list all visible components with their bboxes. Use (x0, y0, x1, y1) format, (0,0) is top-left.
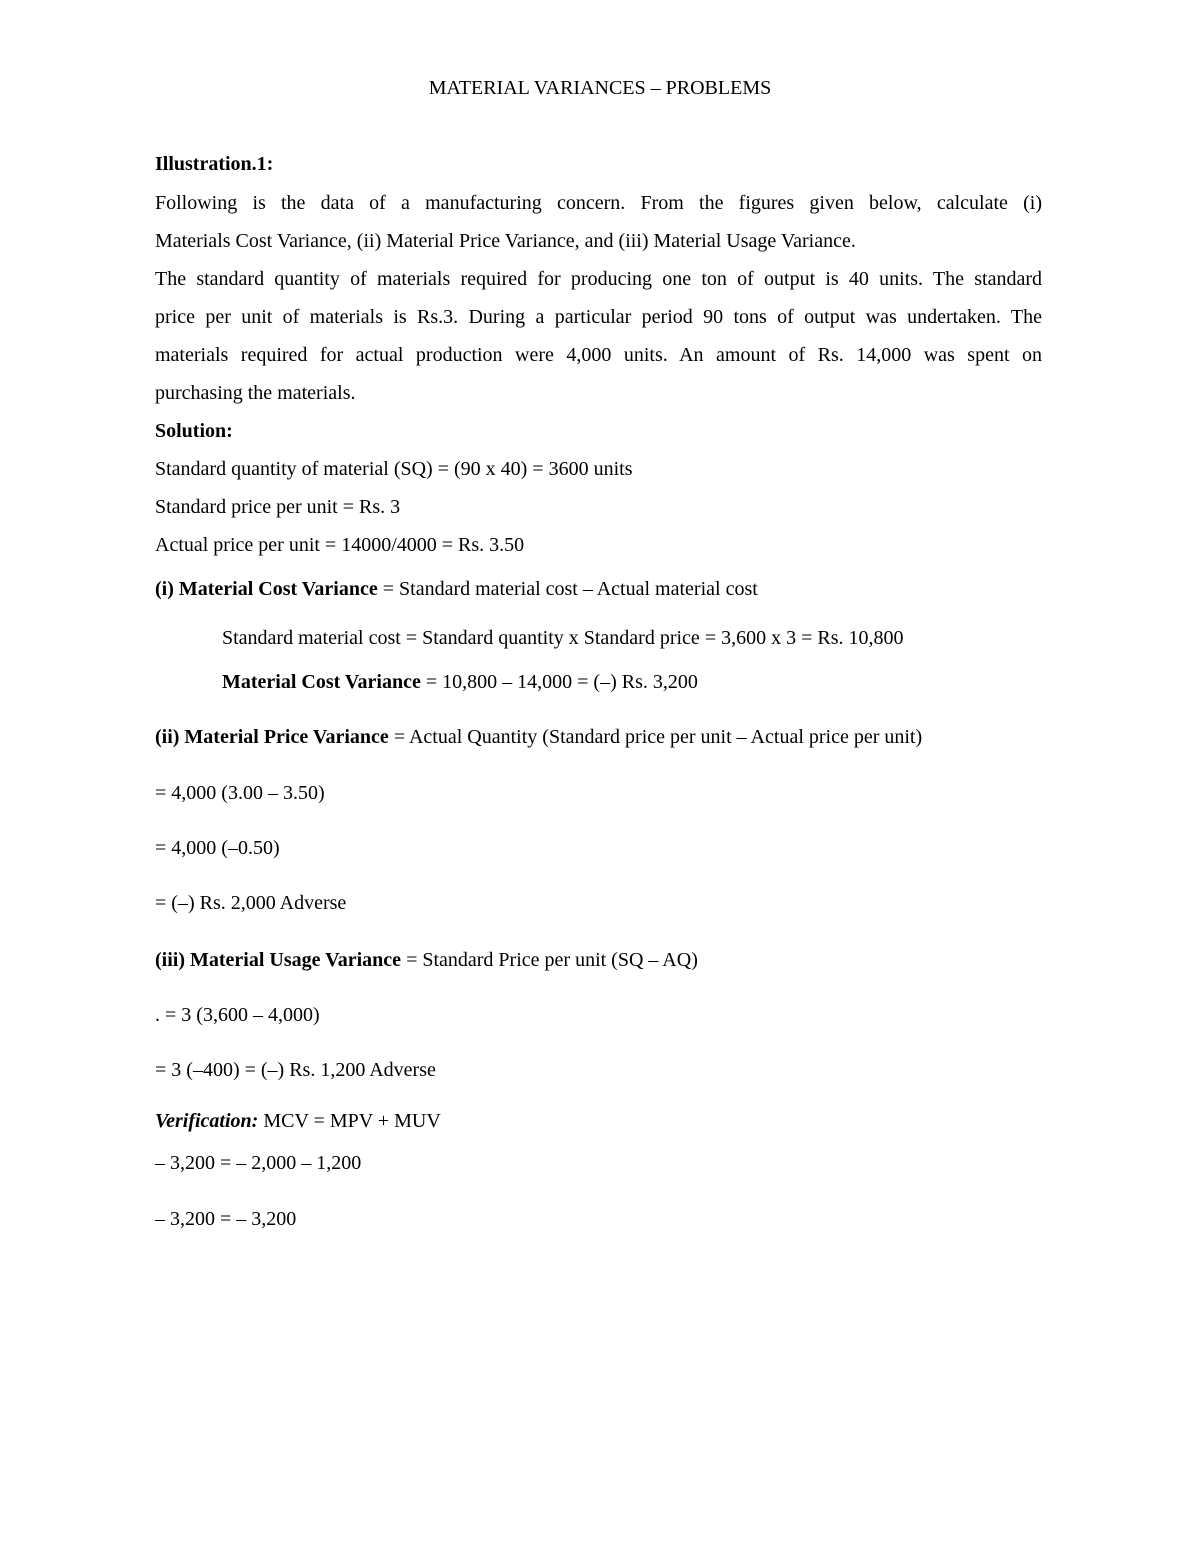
problem-line: The standard quantity of materials required for producing one ton of output is 40 units. The standard (155, 268, 1042, 290)
mcv-result-value: = 10,800 – 14,000 = (–) Rs. 3,200 (420, 671, 698, 693)
verification-label: Verification: (155, 1110, 259, 1132)
mcv-formula-line (155, 577, 758, 601)
solution-line: Standard price per unit = Rs. 3 (155, 496, 401, 518)
mpv-step: = 4,000 (3.00 – 3.50) (155, 782, 325, 804)
mpv-label: (ii) Material Price Variance (155, 726, 389, 748)
problem-line: purchasing the materials. (155, 382, 356, 404)
page-title: MATERIAL VARIANCES – PROBLEMS (428, 77, 772, 99)
problem-line: price per unit of materials is Rs.3. During a particular period 90 tons of output was undertaken. The (155, 306, 1042, 328)
mcv-result-line (222, 670, 698, 694)
muv-formula: = Standard Price per unit (SQ – AQ) (401, 949, 698, 971)
mcv-result-label: Material Cost Variance (222, 671, 421, 693)
verification-line (155, 1109, 441, 1133)
muv-label: (iii) Material Usage Variance (155, 949, 402, 971)
mpv-formula: = Actual Quantity (Standard price per unit – Actual price per unit) (388, 726, 923, 748)
solution-line: Standard quantity of material (SQ) = (90 x 40) = 3600 units (155, 458, 633, 480)
solution-line: Actual price per unit = 14000/4000 = Rs. 3.50 (155, 534, 525, 556)
muv-formula-line (155, 948, 698, 972)
verification-formula: MCV = MPV + MUV (258, 1110, 441, 1132)
mcv-step: Standard material cost = Standard quantity x Standard price = 3,600 x 3 = Rs. 10,800 (222, 627, 904, 649)
verification-step: – 3,200 = – 3,200 (155, 1208, 297, 1230)
problem-line: Following is the data of a manufacturing concern. From the figures given below, calculate (i) (155, 192, 1042, 214)
mpv-step: = 4,000 (–0.50) (155, 837, 280, 859)
muv-step: . = 3 (3,600 – 4,000) (155, 1004, 320, 1026)
problem-line: materials required for actual production were 4,000 units. An amount of Rs. 14,000 was spent on (155, 344, 1042, 366)
mcv-label: (i) Material Cost Variance (155, 578, 378, 600)
mpv-formula-line (155, 725, 922, 749)
mcv-formula: = Standard material cost – Actual material cost (377, 578, 758, 600)
verification-step: – 3,200 = – 2,000 – 1,200 (155, 1152, 362, 1174)
solution-heading: Solution: (155, 420, 233, 442)
illustration-heading: Illustration.1: (155, 153, 274, 175)
mpv-step: = (–) Rs. 2,000 Adverse (155, 892, 347, 914)
muv-step: = 3 (–400) = (–) Rs. 1,200 Adverse (155, 1059, 436, 1081)
problem-line: Materials Cost Variance, (ii) Material Price Variance, and (iii) Material Usage Variance. (155, 230, 856, 252)
